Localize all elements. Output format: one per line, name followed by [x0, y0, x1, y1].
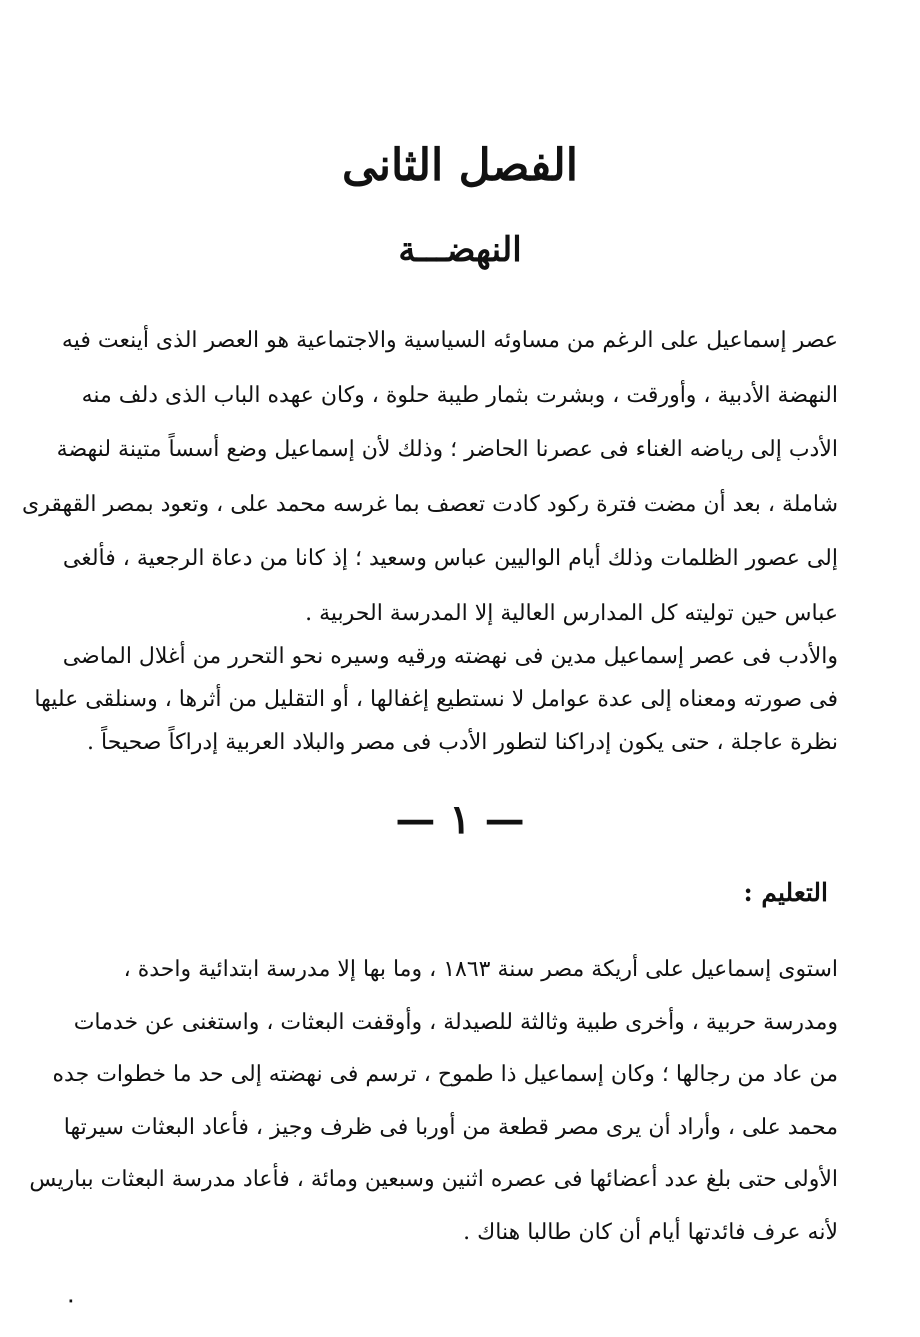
paragraph-renaissance-intro — [21, 314, 838, 641]
text-line: استوى إسماعيل على أريكة مصر سنة ١٨٦٣ ، وما بها إلا مدرسة ابتدائية واحدة ، — [123, 957, 838, 982]
text-line: والأدب فى عصر إسماعيل مدين فى نهضته ورقيه وسيره نحو التحرر من أغلال الماضى — [62, 644, 838, 669]
paragraph-education — [29, 944, 838, 1259]
chapter-title: الفصل الثانى — [342, 140, 578, 191]
text-line: ومدرسة حربية ، وأخرى طبية وثالثة للصيدلة ، وأوقفت البعثات ، واستغنى عن خدمات — [73, 1009, 838, 1035]
section-title: النهضـــة — [398, 230, 522, 270]
text-line: فى صورته ومعناه إلى عدة عوامل لا نستطيع إغفالها ، أو التقليل من أثرها ، وسنلقى عليها — [34, 687, 838, 712]
section-number: — ١ — — [395, 796, 525, 843]
text-line: الأدب إلى رياضه الغناء فى عصرنا الحاضر ؛ وذلك لأن إسماعيل وضع أسساً متينة لنهضة — [56, 437, 838, 462]
text-line: من عاد من رجالها ؛ وكان إسماعيل ذا طموح ، ترسم فى نهضته إلى حد ما خطوات جده — [52, 1062, 838, 1087]
text-line: نظرة عاجلة ، حتى يكون إدراكنا لتطور الأدب فى مصر والبلاد العربية إدراكاً صحيحاً . — [87, 730, 838, 755]
text-line: إلى عصور الظلمات وذلك أيام الواليين عباس وسعيد ؛ إذ كانا من دعاة الرجعية ، فألغى — [62, 546, 838, 571]
paragraph-literature-factors — [34, 635, 838, 764]
text-line: شاملة ، بعد أن مضت فترة ركود كادت تعصف بما غرسه محمد على ، وتعود بمصر القهقرى — [21, 491, 838, 517]
text-line: محمد على ، وأراد أن يرى مصر قطعة من أوربا فى ظرف وجيز ، فأعاد البعثات سيرتها — [63, 1114, 838, 1140]
text-line: عباس حين توليته كل المدارس العالية إلا المدرسة الحربية . — [305, 600, 838, 626]
text-line: الأولى حتى بلغ عدد أعضائها فى عصره اثنين وسبعين ومائة ، فأعاد مدرسة البعثات بباريس — [29, 1167, 838, 1192]
text-line: النهضة الأدبية ، وأورقت ، وبشرت بثمار طيبة حلوة ، وكان عهده الباب الذى دلف منه — [81, 382, 838, 408]
text-line: عصر إسماعيل على الرغم من مساوئه السياسية والاجتماعية هو العصر الذى أينعت فيه — [61, 328, 838, 353]
text-line: لأنه عرف فائدتها أيام أن كان طالبا هناك . — [463, 1219, 838, 1245]
subheading-education: التعليم : — [743, 878, 828, 907]
page-mark: ٠ — [66, 1290, 76, 1311]
